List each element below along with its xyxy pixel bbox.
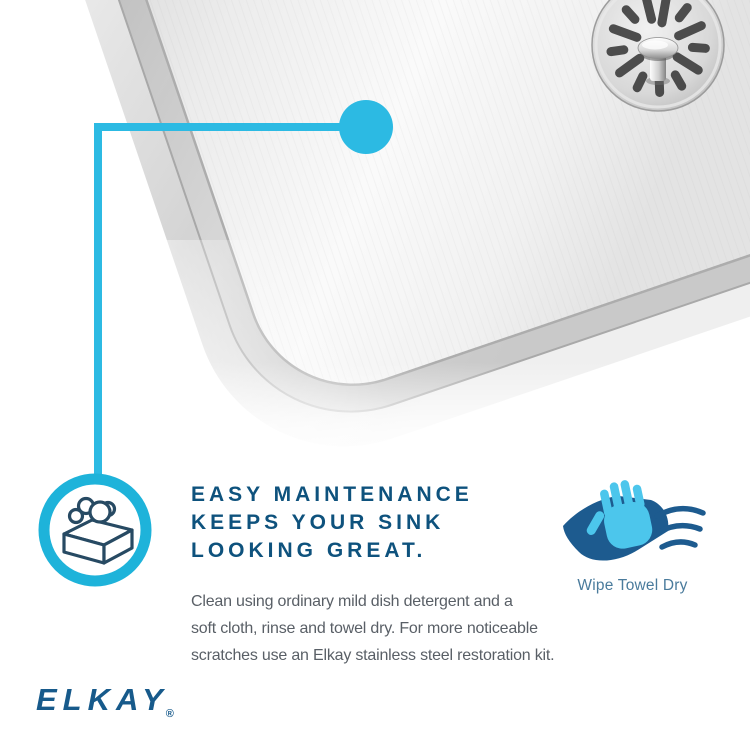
logo-text: ELKAY <box>36 682 169 717</box>
soap-dish-icon <box>38 473 152 587</box>
towel-icon-label: Wipe Towel Dry <box>577 577 688 594</box>
feature-description <box>191 588 554 669</box>
feature-heading <box>191 481 473 565</box>
callout-line-horizontal <box>94 123 346 131</box>
callout-dot <box>339 100 393 154</box>
maintenance-icon-badge <box>38 473 152 587</box>
care-instruction <box>545 480 720 610</box>
heading-line: KEEPS YOUR SINK <box>191 511 445 534</box>
description-line: Clean using ordinary mild dish detergent and a <box>191 593 513 610</box>
description-line: soft cloth, rinse and towel dry. For more noticeable <box>191 620 538 637</box>
registered-mark: ® <box>165 708 174 720</box>
elkay-logo <box>36 682 177 718</box>
heading-line: LOOKING GREAT. <box>191 539 427 562</box>
wipe-towel-dry-icon <box>545 480 720 575</box>
description-line: scratches use an Elkay stainless steel restoration kit. <box>191 647 555 664</box>
callout-line-vertical <box>94 123 102 483</box>
heading-line: EASY MAINTENANCE <box>191 483 473 506</box>
